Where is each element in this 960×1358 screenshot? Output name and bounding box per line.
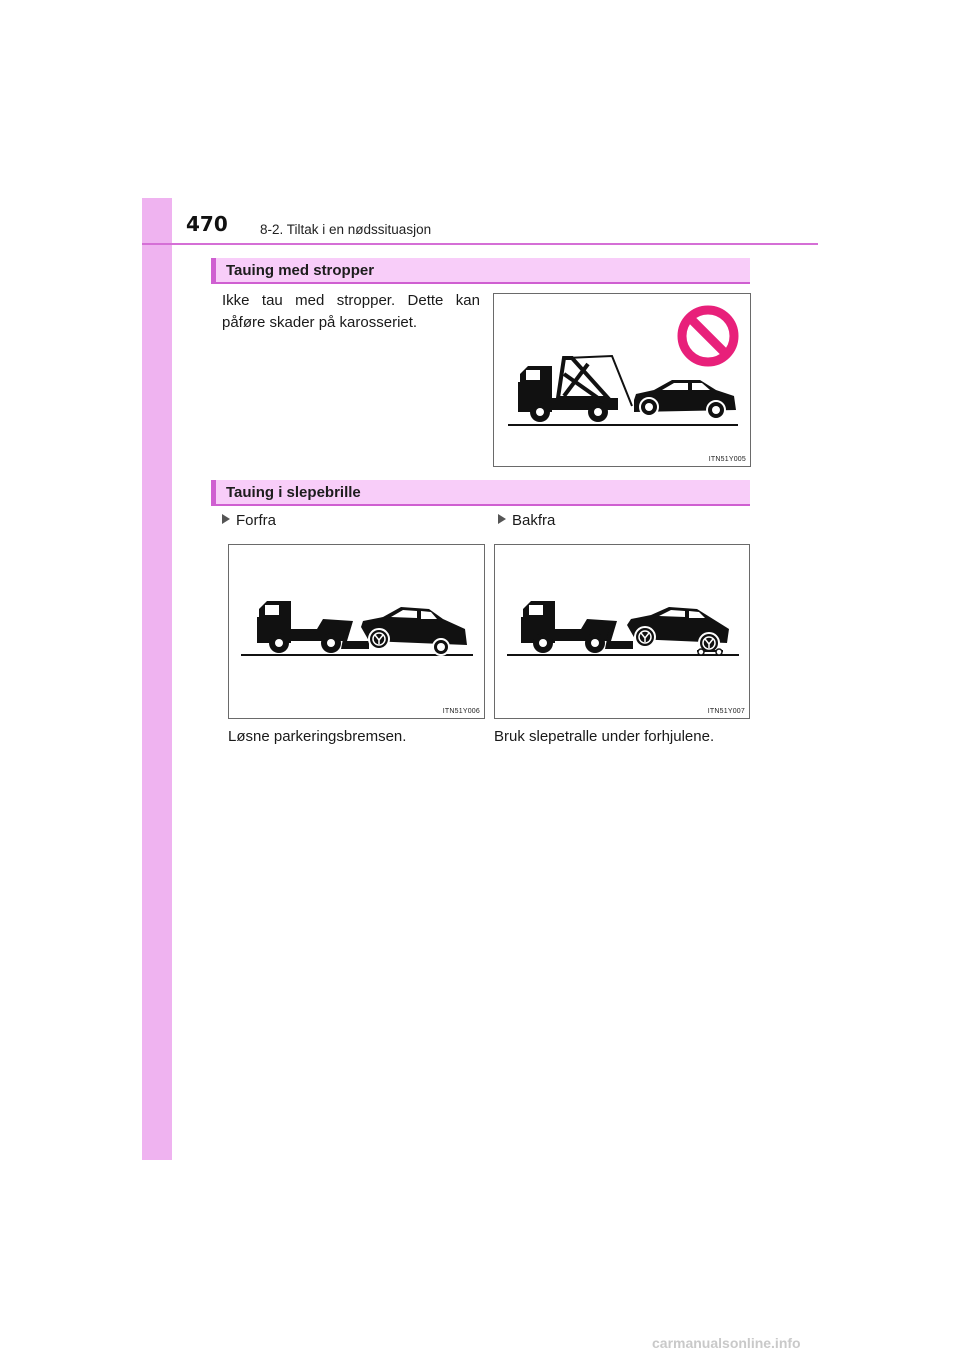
tow-truck-front-illustration [229,545,486,720]
prohibition-icon [682,310,734,362]
figure-tow-with-straps [493,293,751,467]
tow-truck-icon [521,601,633,653]
subheading-bakfra [498,512,555,529]
section-title: Tauing med stropper [226,262,375,279]
side-band [142,198,172,1160]
header-rule [142,243,818,245]
car-icon [627,607,729,653]
caption-front: Løsne parkeringsbremsen. [228,728,407,745]
tow-truck-icon [257,601,369,653]
figure-code: ITN51Y005 [708,456,746,463]
subheading-label: Forfra [236,512,277,529]
section-heading-slepebrille [211,480,750,506]
section-heading-stropper [211,258,750,284]
figure-code: ITN51Y007 [707,708,745,715]
tow-truck-straps-illustration [494,294,752,468]
figure-wheel-lift-rear [494,544,750,719]
car-icon [634,380,736,419]
tow-truck-rear-illustration [495,545,751,720]
page-number: 470 [186,212,228,236]
car-icon [361,607,467,655]
subheading-label: Bakfra [512,512,556,529]
tow-truck-icon [518,356,632,422]
section-title: Tauing i slepebrille [226,484,361,501]
triangle-bullet-icon [222,514,230,524]
figure-wheel-lift-front [228,544,485,719]
subheading-forfra [222,512,276,529]
triangle-bullet-icon [498,514,506,524]
body-text: Ikke tau med stropper. Dette kan påføre skader på karosseriet. [222,292,480,331]
caption-rear: Bruk slepetralle under forhjulene. [494,728,715,745]
chapter-title: 8-2. Tiltak i en nødssituasjon [260,222,432,237]
figure-code: ITN51Y006 [442,708,480,715]
watermark: carmanualsonline.info [652,1335,801,1351]
